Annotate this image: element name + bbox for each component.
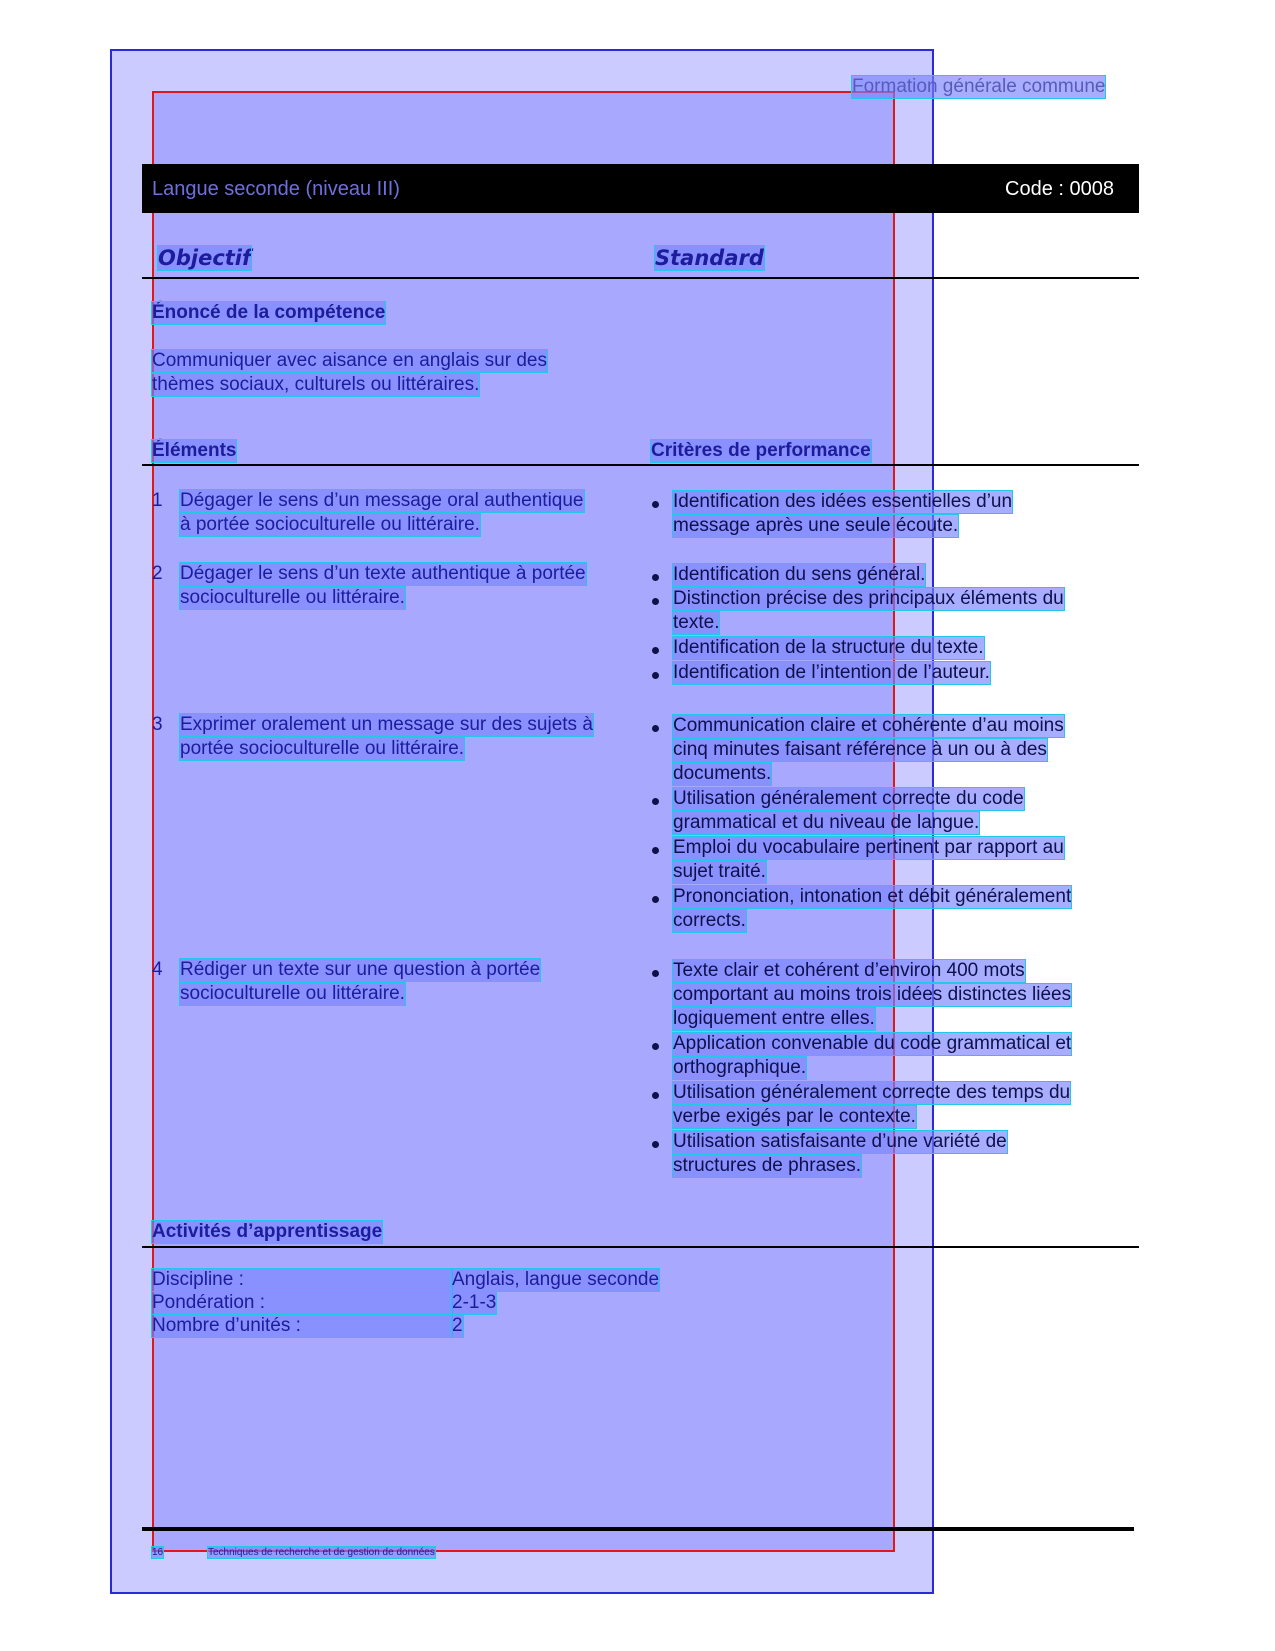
element-line: portée socioculturelle ou littéraire.: [180, 738, 465, 759]
top-label: Formation générale commune: [852, 76, 1106, 97]
bullet-icon: [652, 1043, 659, 1050]
activity-label: Nombre d’unités :: [152, 1315, 452, 1337]
element-line: Rédiger un texte sur une question à portée: [180, 959, 541, 980]
element-number: 3: [152, 714, 163, 735]
bullet-icon: [652, 598, 659, 605]
activity-value: 2-1-3: [452, 1292, 497, 1313]
bullet-icon: [652, 798, 659, 805]
page-number: 16: [152, 1547, 164, 1558]
bullet-icon: [652, 896, 659, 903]
criterion-line: Identification du sens général.: [673, 564, 926, 585]
element-number: 2: [152, 563, 163, 584]
course-title: Langue seconde (niveau III): [152, 178, 400, 200]
element-line: Dégager le sens d’un message oral authentique: [180, 490, 584, 511]
bullet-icon: [652, 672, 659, 679]
element-line: à portée socioculturelle ou littéraire.: [180, 514, 480, 535]
bullet-icon: [652, 574, 659, 581]
activity-value: 2: [452, 1315, 463, 1336]
criterion-line: Distinction précise des principaux éléments du: [673, 588, 1064, 609]
criterion-line: verbe exigés par le contexte.: [673, 1106, 916, 1127]
element-line: Dégager le sens d’un texte authentique à portée: [180, 563, 586, 584]
elements-heading: Éléments: [152, 440, 237, 461]
criterion-line: structures de phrases.: [673, 1155, 861, 1176]
bullet-icon: [652, 1141, 659, 1148]
criterion-line: grammatical et du niveau de langue.: [673, 812, 980, 833]
element-number: 4: [152, 959, 163, 980]
activity-label: Discipline :: [152, 1269, 452, 1291]
criterion-line: corrects.: [673, 910, 746, 931]
criterion-line: Application convenable du code grammatical et: [673, 1033, 1072, 1054]
objective-heading: Objectif: [158, 246, 252, 270]
course-code: Code : 0008: [1005, 178, 1114, 200]
element-number: 1: [152, 490, 163, 511]
criterion-line: texte.: [673, 612, 720, 633]
criterion-line: Communication claire et cohérente d’au moins: [673, 715, 1064, 736]
element-line: socioculturelle ou littéraire.: [180, 587, 405, 608]
criterion-line: Identification de la structure du texte.: [673, 637, 984, 658]
bullet-icon: [652, 725, 659, 732]
criterion-line: cinq minutes faisant référence à un ou à des: [673, 739, 1047, 760]
criteria-heading: Critères de performance: [651, 440, 871, 461]
divider: [142, 464, 1139, 466]
criterion-line: Utilisation généralement correcte du code: [673, 788, 1024, 809]
criterion-line: message après une seule écoute.: [673, 515, 959, 536]
divider: [142, 277, 1139, 279]
competence-line: thèmes sociaux, culturels ou littéraires.: [152, 374, 480, 395]
activities-heading: Activités d’apprentissage: [152, 1221, 383, 1242]
criterion-line: documents.: [673, 763, 772, 784]
criterion-line: Texte clair et cohérent d’environ 400 mots: [673, 960, 1025, 981]
standard-heading: Standard: [655, 246, 764, 270]
activity-label: Pondération :: [152, 1292, 452, 1314]
criterion-line: Utilisation satisfaisante d’une variété de: [673, 1131, 1007, 1152]
element-line: Exprimer oralement un message sur des sujets à: [180, 714, 593, 735]
element-line: socioculturelle ou littéraire.: [180, 983, 405, 1004]
bullet-icon: [652, 647, 659, 654]
criterion-line: Emploi du vocabulaire pertinent par rapport au: [673, 837, 1064, 858]
criterion-line: comportant au moins trois idées distinctes liées: [673, 984, 1072, 1005]
competence-line: Communiquer avec aisance en anglais sur des: [152, 350, 547, 371]
competence-heading: Énoncé de la compétence: [152, 302, 386, 323]
bullet-icon: [652, 847, 659, 854]
activity-value: Anglais, langue seconde: [452, 1269, 660, 1290]
criterion-line: logiquement entre elles.: [673, 1008, 875, 1029]
criterion-line: Prononciation, intonation et débit généralement: [673, 886, 1072, 907]
criterion-line: Utilisation généralement correcte des temps du: [673, 1082, 1071, 1103]
criterion-line: Identification des idées essentielles d’un: [673, 491, 1013, 512]
bullet-icon: [652, 970, 659, 977]
footer-rule: [142, 1527, 1134, 1531]
bullet-icon: [652, 501, 659, 508]
divider: [142, 1246, 1139, 1248]
criterion-line: sujet traité.: [673, 861, 766, 882]
criterion-line: orthographique.: [673, 1057, 807, 1078]
program-name: Techniques de recherche et de gestion de données: [208, 1547, 435, 1558]
criterion-line: Identification de l’intention de l’auteur.: [673, 662, 990, 683]
bullet-icon: [652, 1092, 659, 1099]
